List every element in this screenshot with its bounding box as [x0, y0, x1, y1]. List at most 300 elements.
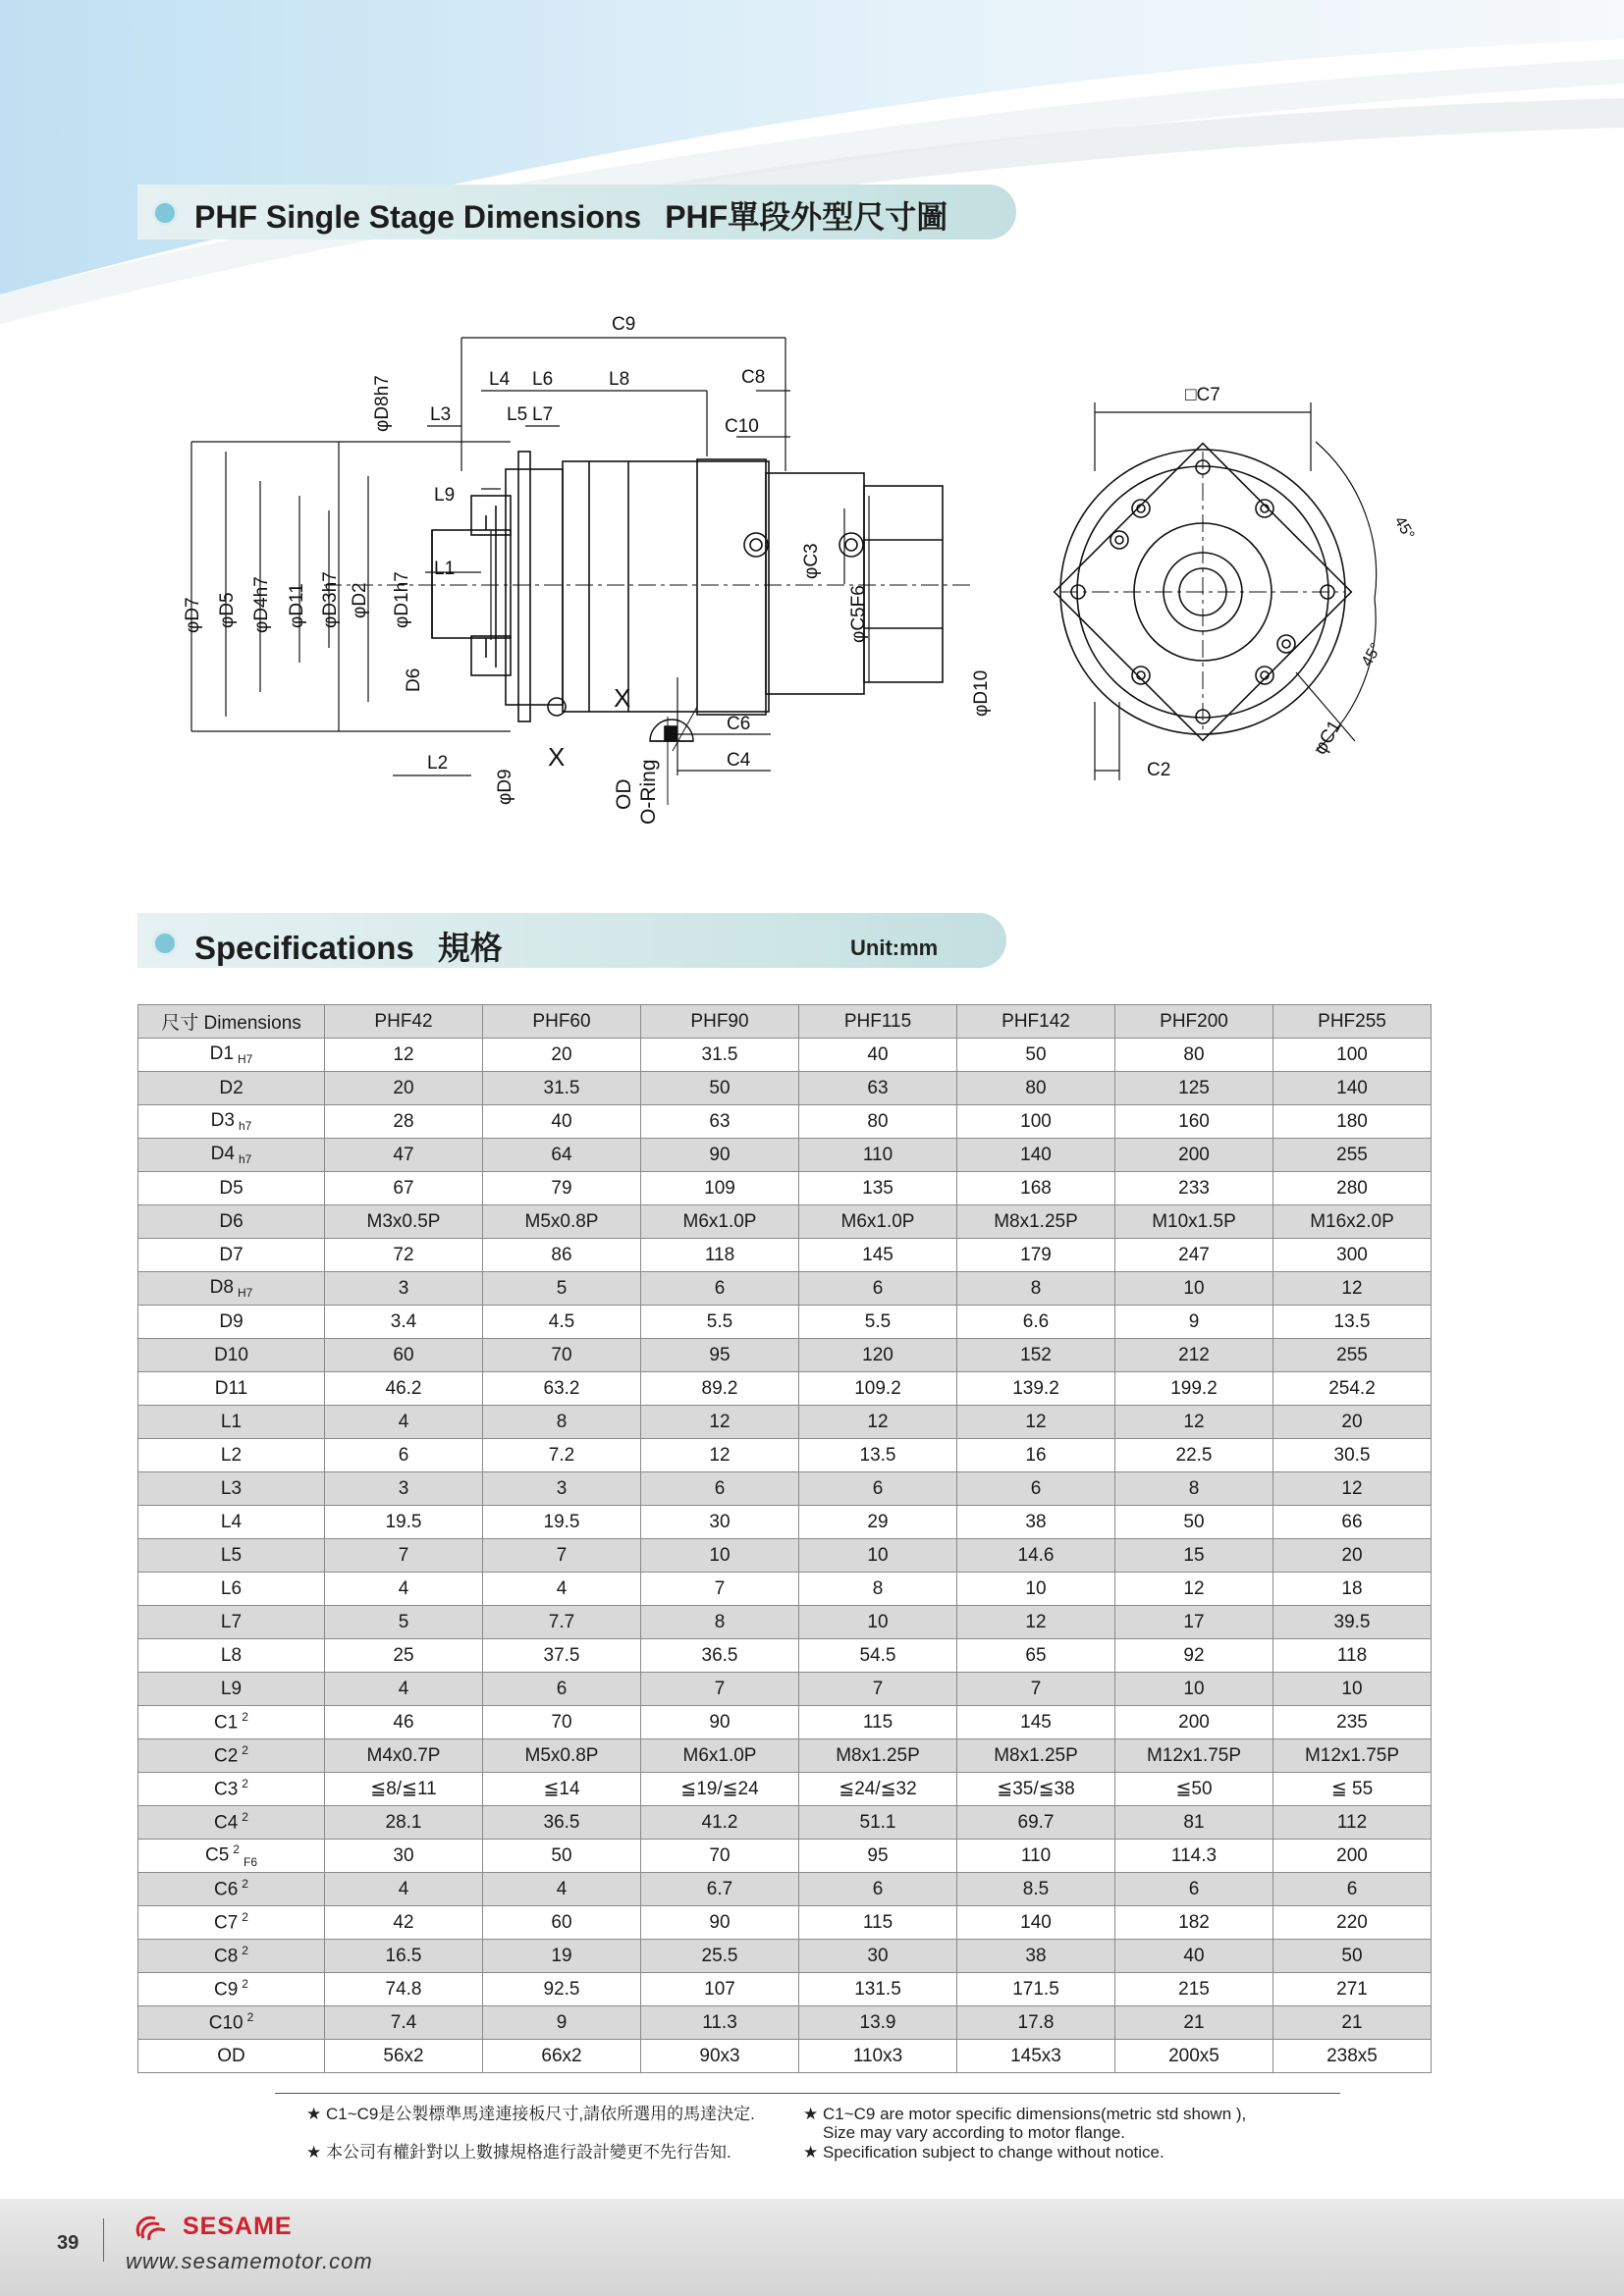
value-cell: 7.7 [483, 1606, 641, 1639]
value-cell: 13.9 [799, 2006, 957, 2040]
value-cell: 31.5 [483, 1072, 641, 1105]
header-dimensions: 尺寸 Dimensions [138, 1005, 325, 1039]
value-cell: 95 [641, 1339, 799, 1372]
dimension-name: L8 [220, 1644, 243, 1666]
value-cell: 50 [641, 1072, 799, 1105]
value-cell: 72 [325, 1239, 483, 1272]
table-row [138, 1239, 1432, 1272]
value-cell: 12 [1273, 1472, 1432, 1506]
table-row [138, 1339, 1432, 1372]
value-cell: ≦14 [483, 1773, 641, 1806]
value-cell: 41.2 [641, 1806, 799, 1840]
value-cell: 5.5 [641, 1306, 799, 1339]
value-cell: 21 [1273, 2006, 1432, 2040]
section-bullet-icon [152, 200, 178, 226]
value-cell: 135 [799, 1172, 957, 1205]
dimension-name: C9 [214, 1979, 239, 2001]
svg-text:X: X [614, 683, 631, 713]
value-cell: 66 [1273, 1506, 1432, 1539]
value-cell: 66x2 [483, 2040, 641, 2073]
value-cell: 13.5 [799, 1439, 957, 1472]
value-cell: 4 [325, 1673, 483, 1706]
value-cell: 10 [641, 1539, 799, 1573]
svg-text:C9: C9 [612, 314, 636, 335]
svg-text:L6: L6 [532, 369, 554, 390]
dimension-name: D8 [209, 1276, 234, 1298]
table-row [138, 1739, 1432, 1773]
value-cell: 50 [1273, 1940, 1432, 1973]
page-number: 39 [57, 2232, 80, 2254]
value-cell: 14.6 [957, 1539, 1115, 1573]
specs-title-en: Specifications [194, 930, 414, 966]
value-cell: 31.5 [641, 1039, 799, 1072]
value-cell: 200 [1273, 1840, 1432, 1873]
table-row [138, 1840, 1432, 1873]
value-cell: 6 [799, 1272, 957, 1306]
dimension-name: L9 [220, 1678, 243, 1699]
table-row [138, 1072, 1432, 1105]
svg-text:L3: L3 [430, 404, 452, 425]
dimension-name-cell [138, 2006, 325, 2040]
value-cell: 25 [325, 1639, 483, 1673]
value-cell: 182 [1115, 1906, 1273, 1940]
value-cell: 179 [957, 1239, 1115, 1272]
value-cell: 107 [641, 1973, 799, 2006]
value-cell: 16 [957, 1439, 1115, 1472]
dimension-name: L7 [220, 1611, 243, 1632]
value-cell: 118 [1273, 1639, 1432, 1673]
dimension-name: C3 [214, 1779, 239, 1800]
value-cell: 90 [641, 1906, 799, 1940]
section-title-dimensions [194, 192, 947, 238]
table-row [138, 2040, 1432, 2073]
section-title-specifications [194, 923, 503, 969]
dimension-note-mark: 2 [242, 1810, 248, 1825]
value-cell: 80 [799, 1105, 957, 1139]
value-cell: 3 [325, 1472, 483, 1506]
specs-title-cn: 規格 [437, 930, 503, 966]
table-row [138, 1673, 1432, 1706]
value-cell: 56x2 [325, 2040, 483, 2073]
note-en-2: ★ Specification subject to change without notice. [803, 2143, 1164, 2162]
value-cell: 140 [1273, 1072, 1432, 1105]
value-cell: 30 [325, 1840, 483, 1873]
value-cell: 8 [483, 1406, 641, 1439]
value-cell: 38 [957, 1506, 1115, 1539]
dimension-name-cell [138, 1239, 325, 1272]
dimension-tolerance: h7 [238, 1152, 252, 1167]
dimension-name: C5 [205, 1844, 230, 1866]
value-cell: 109 [641, 1172, 799, 1205]
value-cell: 4 [325, 1573, 483, 1606]
value-cell: 7 [799, 1673, 957, 1706]
table-body [138, 1039, 1432, 2073]
value-cell: 50 [1115, 1506, 1273, 1539]
table-row [138, 1472, 1432, 1506]
svg-text:L1: L1 [434, 559, 456, 579]
dimension-note-mark: 2 [242, 1743, 248, 1758]
value-cell: 254.2 [1273, 1372, 1432, 1406]
value-cell: 109.2 [799, 1372, 957, 1406]
svg-text:L2: L2 [427, 753, 449, 774]
value-cell: 20 [1273, 1539, 1432, 1573]
value-cell: 12 [1115, 1406, 1273, 1439]
svg-text:□C7: □C7 [1185, 385, 1220, 405]
dimension-name-cell [138, 1840, 325, 1873]
value-cell: 63.2 [483, 1372, 641, 1406]
value-cell: 12 [1273, 1272, 1432, 1306]
dimension-name-cell [138, 1205, 325, 1239]
dimension-name: C7 [214, 1912, 239, 1934]
value-cell: 90 [641, 1706, 799, 1739]
value-cell: 255 [1273, 1339, 1432, 1372]
value-cell: 140 [957, 1906, 1115, 1940]
value-cell: 92.5 [483, 1973, 641, 2006]
dimension-name-cell [138, 1940, 325, 1973]
value-cell: 18 [1273, 1573, 1432, 1606]
value-cell: 152 [957, 1339, 1115, 1372]
value-cell: 7 [641, 1673, 799, 1706]
table-row [138, 1439, 1432, 1472]
value-cell: 10 [1273, 1673, 1432, 1706]
value-cell: 47 [325, 1139, 483, 1172]
value-cell: ≦24/≦32 [799, 1773, 957, 1806]
value-cell: 3 [483, 1472, 641, 1506]
dimension-name-cell [138, 1506, 325, 1539]
value-cell: 212 [1115, 1339, 1273, 1372]
website-link[interactable]: www.sesamemotor.com [126, 2249, 373, 2273]
table-row [138, 1539, 1432, 1573]
table-row [138, 1205, 1432, 1239]
svg-text:L4: L4 [489, 369, 511, 390]
value-cell: 15 [1115, 1539, 1273, 1573]
value-cell: ≦50 [1115, 1773, 1273, 1806]
value-cell: 21 [1115, 2006, 1273, 2040]
value-cell: 5.5 [799, 1306, 957, 1339]
value-cell: 145 [957, 1706, 1115, 1739]
dimension-name-cell [138, 1906, 325, 1940]
value-cell: 17.8 [957, 2006, 1115, 2040]
svg-text:φD9: φD9 [495, 769, 515, 805]
value-cell: 81 [1115, 1806, 1273, 1840]
table-row [138, 1406, 1432, 1439]
brand-name: SESAME [183, 2213, 293, 2240]
dimension-name: L2 [220, 1444, 243, 1466]
value-cell: 6 [957, 1472, 1115, 1506]
dimension-name: D6 [219, 1210, 244, 1232]
title-en: PHF Single Stage Dimensions [194, 199, 642, 235]
svg-text:φD5: φD5 [217, 592, 238, 628]
value-cell: 6 [641, 1472, 799, 1506]
value-cell: 4 [325, 1873, 483, 1906]
value-cell: 22.5 [1115, 1439, 1273, 1472]
dimension-name-cell [138, 1439, 325, 1472]
value-cell: 10 [957, 1573, 1115, 1606]
svg-text:φD1h7: φD1h7 [392, 571, 412, 628]
value-cell: 70 [641, 1840, 799, 1873]
value-cell: 38 [957, 1940, 1115, 1973]
table-row [138, 1606, 1432, 1639]
dimension-name: D9 [219, 1310, 244, 1332]
value-cell: 168 [957, 1172, 1115, 1205]
dimension-name: L4 [220, 1511, 243, 1532]
value-cell: 60 [483, 1906, 641, 1940]
value-cell: M5x0.8P [483, 1739, 641, 1773]
svg-text:C10: C10 [725, 416, 759, 437]
header-background [0, 0, 1624, 324]
dimension-note-mark: 2 [242, 1877, 248, 1892]
value-cell: 10 [1115, 1673, 1273, 1706]
value-cell: 115 [799, 1706, 957, 1739]
notes-divider [275, 2093, 1340, 2094]
value-cell: 12 [325, 1039, 483, 1072]
value-cell: 6.7 [641, 1873, 799, 1906]
dimension-name: D11 [214, 1377, 248, 1399]
dimension-name: D7 [219, 1244, 244, 1265]
header-model: PHF115 [799, 1005, 957, 1039]
value-cell: 238x5 [1273, 2040, 1432, 2073]
svg-text:C2: C2 [1147, 760, 1171, 780]
table-row [138, 1573, 1432, 1606]
value-cell: 64 [483, 1139, 641, 1172]
value-cell: 7.2 [483, 1439, 641, 1472]
dimension-name: OD [217, 2045, 245, 2066]
value-cell: 60 [325, 1339, 483, 1372]
value-cell: 20 [1273, 1406, 1432, 1439]
svg-text:L8: L8 [609, 369, 630, 390]
value-cell: 6 [1115, 1873, 1273, 1906]
value-cell: 235 [1273, 1706, 1432, 1739]
value-cell: 8.5 [957, 1873, 1115, 1906]
value-cell: 20 [325, 1072, 483, 1105]
header-model: PHF255 [1273, 1005, 1432, 1039]
dimension-name-cell [138, 1272, 325, 1306]
value-cell: 19 [483, 1940, 641, 1973]
dimension-name: C10 [208, 2012, 244, 2034]
note-cn-2: ★ 本公司有權針對以上數據規格進行設計變更不先行告知. [306, 2143, 731, 2162]
dimension-name-cell [138, 1706, 325, 1739]
value-cell: 9 [483, 2006, 641, 2040]
value-cell: 63 [641, 1105, 799, 1139]
value-cell: 200x5 [1115, 2040, 1273, 2073]
value-cell: 6 [483, 1673, 641, 1706]
dimension-note-mark: 2 [242, 1710, 248, 1725]
value-cell: 6 [641, 1272, 799, 1306]
value-cell: 42 [325, 1906, 483, 1940]
value-cell: 110x3 [799, 2040, 957, 2073]
table-row [138, 1940, 1432, 1973]
unit-label: Unit:mm [850, 935, 939, 960]
dimension-tolerance: h7 [238, 1119, 252, 1134]
value-cell: 67 [325, 1172, 483, 1205]
value-cell: 255 [1273, 1139, 1432, 1172]
value-cell: 131.5 [799, 1973, 957, 2006]
value-cell: M4x0.7P [325, 1739, 483, 1773]
value-cell: 12 [641, 1439, 799, 1472]
header-model: PHF90 [641, 1005, 799, 1039]
value-cell: 16.5 [325, 1940, 483, 1973]
value-cell: 25.5 [641, 1940, 799, 1973]
dimension-name-cell [138, 1339, 325, 1372]
value-cell: 7.4 [325, 2006, 483, 2040]
svg-text:L9: L9 [434, 485, 456, 506]
value-cell: 215 [1115, 1973, 1273, 2006]
dimension-name: D10 [214, 1344, 248, 1365]
dimension-name-cell [138, 1606, 325, 1639]
value-cell: 112 [1273, 1806, 1432, 1840]
value-cell: 233 [1115, 1172, 1273, 1205]
value-cell: M6x1.0P [641, 1739, 799, 1773]
dimension-name: C4 [214, 1812, 239, 1834]
value-cell: 7 [483, 1539, 641, 1573]
dimension-note-mark: 2 [242, 1944, 248, 1958]
dimension-name-cell [138, 1105, 325, 1139]
dimension-name: C6 [214, 1879, 239, 1900]
value-cell: M16x2.0P [1273, 1205, 1432, 1239]
dimension-name: C1 [214, 1712, 239, 1734]
value-cell: 40 [1115, 1940, 1273, 1973]
value-cell: 36.5 [483, 1806, 641, 1840]
svg-text:OD: OD [613, 778, 635, 810]
svg-text:φD10: φD10 [971, 669, 992, 717]
table-row [138, 1172, 1432, 1205]
svg-text:φC1: φC1 [1310, 717, 1346, 759]
value-cell: 300 [1273, 1239, 1432, 1272]
value-cell: 51.1 [799, 1806, 957, 1840]
value-cell: M12x1.75P [1115, 1739, 1273, 1773]
svg-text:X: X [548, 742, 566, 772]
value-cell: 145x3 [957, 2040, 1115, 2073]
value-cell: 19.5 [325, 1506, 483, 1539]
value-cell: 10 [1115, 1272, 1273, 1306]
value-cell: 6 [799, 1873, 957, 1906]
svg-text:φD2: φD2 [350, 582, 370, 618]
value-cell: 220 [1273, 1906, 1432, 1940]
table-row [138, 1773, 1432, 1806]
svg-text:C6: C6 [727, 714, 751, 734]
dimension-name-cell [138, 1072, 325, 1105]
dimension-name-cell [138, 1372, 325, 1406]
dimension-name-cell [138, 1306, 325, 1339]
dimension-note-mark: 2 [233, 1842, 240, 1857]
value-cell: M10x1.5P [1115, 1205, 1273, 1239]
table-row [138, 1506, 1432, 1539]
value-cell: 89.2 [641, 1372, 799, 1406]
value-cell: 90x3 [641, 2040, 799, 2073]
table-row [138, 1139, 1432, 1172]
dimension-name-cell [138, 1639, 325, 1673]
value-cell: 6 [799, 1472, 957, 1506]
dimension-name-cell [138, 1873, 325, 1906]
value-cell: 100 [1273, 1039, 1432, 1072]
value-cell: M5x0.8P [483, 1205, 641, 1239]
value-cell: 28.1 [325, 1806, 483, 1840]
dimension-tolerance: H7 [237, 1052, 253, 1067]
value-cell: 13.5 [1273, 1306, 1432, 1339]
value-cell: 4.5 [483, 1306, 641, 1339]
table-row [138, 2006, 1432, 2040]
value-cell: 4 [483, 1873, 641, 1906]
dimension-note-mark: 2 [242, 1977, 248, 1992]
svg-text:45°: 45° [1358, 640, 1385, 669]
value-cell: 8 [957, 1272, 1115, 1306]
value-cell: 46.2 [325, 1372, 483, 1406]
value-cell: 280 [1273, 1172, 1432, 1205]
svg-text:D6: D6 [404, 667, 424, 692]
value-cell: 7 [957, 1673, 1115, 1706]
value-cell: 79 [483, 1172, 641, 1205]
value-cell: 114.3 [1115, 1840, 1273, 1873]
value-cell: 30.5 [1273, 1439, 1432, 1472]
value-cell: 39.5 [1273, 1606, 1432, 1639]
specifications-table [137, 1004, 1432, 2073]
table-row [138, 1372, 1432, 1406]
svg-text:φD4h7: φD4h7 [251, 576, 272, 633]
dimension-name: D1 [209, 1042, 234, 1064]
value-cell: 92 [1115, 1639, 1273, 1673]
dimension-name-cell [138, 1673, 325, 1706]
svg-text:φD11: φD11 [287, 583, 307, 628]
dimension-name-cell [138, 1039, 325, 1072]
value-cell: 118 [641, 1239, 799, 1272]
dimension-name: C8 [214, 1946, 239, 1967]
value-cell: 7 [641, 1573, 799, 1606]
value-cell: 86 [483, 1239, 641, 1272]
value-cell: 50 [957, 1039, 1115, 1072]
table-row [138, 1272, 1432, 1306]
value-cell: 8 [799, 1573, 957, 1606]
table-row [138, 1873, 1432, 1906]
value-cell: 115 [799, 1906, 957, 1940]
svg-text:C4: C4 [727, 750, 751, 771]
dimension-note-mark: 2 [242, 1777, 248, 1791]
value-cell: M6x1.0P [641, 1205, 799, 1239]
table-row [138, 1706, 1432, 1739]
value-cell: 29 [799, 1506, 957, 1539]
value-cell: 180 [1273, 1105, 1432, 1139]
value-cell: M8x1.25P [957, 1739, 1115, 1773]
value-cell: 11.3 [641, 2006, 799, 2040]
dimension-name-cell [138, 1472, 325, 1506]
value-cell: 6.6 [957, 1306, 1115, 1339]
value-cell: 20 [483, 1039, 641, 1072]
dimension-name-cell [138, 1739, 325, 1773]
dimension-name-cell [138, 1172, 325, 1205]
dimension-name: L5 [220, 1544, 243, 1566]
value-cell: 12 [641, 1406, 799, 1439]
svg-text:φD7: φD7 [183, 597, 203, 633]
value-cell: 247 [1115, 1239, 1273, 1272]
dimension-name-cell [138, 1573, 325, 1606]
value-cell: 4 [325, 1406, 483, 1439]
value-cell: 17 [1115, 1606, 1273, 1639]
value-cell: M8x1.25P [957, 1205, 1115, 1239]
svg-text:φC3: φC3 [801, 543, 822, 579]
dimension-name-cell [138, 1773, 325, 1806]
title-cn: PHF單段外型尺寸圖 [665, 199, 948, 235]
header-model: PHF60 [483, 1005, 641, 1039]
value-cell: 80 [1115, 1039, 1273, 1072]
value-cell: 139.2 [957, 1372, 1115, 1406]
value-cell: 80 [957, 1072, 1115, 1105]
dimension-name: C2 [214, 1745, 239, 1767]
value-cell: 70 [483, 1339, 641, 1372]
svg-text:φC5F6: φC5F6 [848, 585, 869, 643]
value-cell: 8 [641, 1606, 799, 1639]
value-cell: 100 [957, 1105, 1115, 1139]
value-cell: 30 [641, 1506, 799, 1539]
value-cell: 95 [799, 1840, 957, 1873]
